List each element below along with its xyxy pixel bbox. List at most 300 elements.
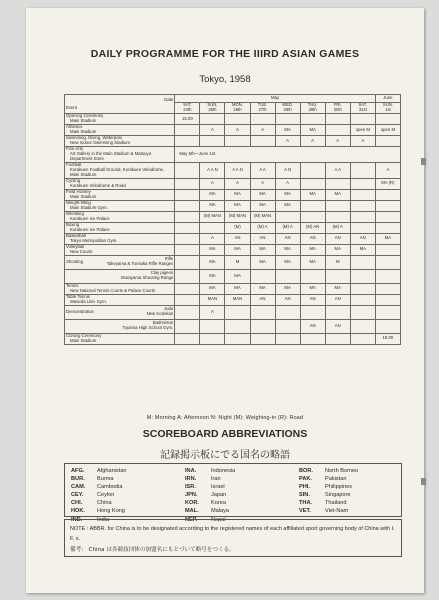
event-venue: Korakuen Football Ground, Korakuen Velodrome, Main Stadium [70, 166, 165, 177]
country-name: Burma [97, 476, 114, 483]
schedule-cell: A [200, 178, 225, 189]
schedule-cell [300, 162, 325, 178]
abbreviation-entry [185, 483, 235, 491]
event-name: Volleyball [66, 244, 85, 249]
schedule-cell: MA [250, 255, 275, 269]
event-name: Wrestling [66, 211, 84, 216]
schedule-cell: A A [250, 162, 275, 178]
abbreviation-column [185, 467, 235, 524]
country-name: Israel [211, 484, 225, 491]
event-cell [65, 333, 175, 344]
event-venue: Korakuen Velodrome & Road [70, 182, 126, 188]
schedule-cell: MA [200, 189, 225, 200]
schedule-cell: AN [300, 294, 325, 305]
event-cell [65, 222, 175, 233]
country-code: SIN. [299, 492, 310, 499]
table-row [65, 233, 401, 244]
schedule-cell: AN [250, 294, 275, 305]
schedule-cell [225, 333, 250, 344]
schedule-cell: 19.00 [375, 333, 400, 344]
day-date: 29th [308, 107, 317, 112]
event-name: Football [66, 162, 82, 167]
schedule-cell [175, 233, 200, 244]
table-header-corner [65, 95, 175, 114]
schedule-cell [275, 305, 300, 319]
schedule-cell: A [375, 162, 400, 178]
event-group-label: Demonstration [66, 308, 94, 314]
schedule-cell [300, 114, 325, 125]
schedule-cell: A [225, 125, 250, 136]
abbreviation-entry [299, 483, 358, 491]
schedule-cell [275, 211, 300, 222]
event-venue: New Indoor Swimming Stadium [70, 140, 130, 145]
event-cell [65, 294, 175, 305]
schedule-cell [250, 319, 275, 333]
schedule-cell: AN [225, 233, 250, 244]
day-of-week: WED. [282, 102, 294, 108]
schedule-cell: A [200, 305, 225, 319]
schedule-cell: MA [300, 283, 325, 294]
table-row [65, 305, 401, 319]
country-name: Afghanistan [97, 468, 127, 474]
schedule-cell: A [325, 136, 350, 147]
schedule-cell [300, 200, 325, 211]
day-date: 1st [385, 107, 391, 112]
schedule-cell: A [300, 136, 325, 147]
schedule-cell [200, 333, 225, 344]
schedule-cell [175, 178, 200, 189]
schedule-cell [375, 255, 400, 269]
day-header [300, 103, 325, 114]
schedule-cell [350, 189, 375, 200]
schedule-cell [350, 255, 375, 269]
country-code: HOK. [71, 508, 85, 515]
abbreviations-title: SCOREBOARD ABBREVIATIONS [142, 428, 308, 440]
country-name: Hong Kong [97, 508, 125, 515]
day-header [250, 103, 275, 114]
table-row [65, 211, 401, 222]
day-header [325, 103, 350, 114]
country-code: KOR. [185, 500, 199, 507]
day-header [275, 103, 300, 114]
schedule-cell [250, 136, 275, 147]
schedule-cell [175, 244, 200, 255]
day-header [225, 103, 250, 114]
event-group-label: Shooting [66, 258, 83, 264]
schedule-cell: MA [200, 244, 225, 255]
event-cell [65, 178, 175, 189]
schedule-cell [325, 269, 350, 283]
country-code: ISR. [185, 484, 196, 491]
schedule-cell [200, 136, 225, 147]
schedule-cell: (M) A [250, 222, 275, 233]
event-name: Tennis [66, 283, 79, 288]
day-of-week: TUE. [257, 102, 268, 108]
country-code: VET. [299, 508, 311, 515]
schedule-cell [350, 211, 375, 222]
event-cell [65, 114, 175, 125]
schedule-cell [250, 269, 275, 283]
country-name: Pakistan [325, 476, 347, 483]
schedule-cell: A A N [225, 162, 250, 178]
schedule-cell [375, 305, 400, 319]
schedule-cell: AN [325, 319, 350, 333]
country-code: INA. [185, 468, 197, 474]
country-code: CEY. [71, 492, 84, 499]
schedule-cell: AN [250, 233, 275, 244]
country-code: CAM. [71, 484, 86, 491]
event-venue: Tokyo Metropolitan Gym. [70, 237, 118, 243]
event-cell [65, 305, 175, 319]
event-name: Swimming, Diving, Waterpolo [66, 135, 122, 141]
abbreviation-entry [299, 491, 358, 499]
schedule-cell: MA [225, 189, 250, 200]
table-row [65, 244, 401, 255]
event-cell [65, 255, 175, 269]
schedule-cell [350, 200, 375, 211]
schedule-cell: (M) A [325, 222, 350, 233]
schedule-cell [375, 244, 400, 255]
schedule-cell [175, 333, 200, 344]
event-venue: New National Tennis Courts & Palace Courts [70, 287, 156, 293]
schedule-table [64, 94, 401, 345]
schedule-cell [375, 211, 400, 222]
country-name: China [97, 500, 112, 507]
schedule-cell: M [325, 255, 350, 269]
schedule-cell: (M) A [275, 222, 300, 233]
schedule-cell [200, 114, 225, 125]
country-name: Ceylon [97, 492, 115, 499]
schedule-cell [375, 114, 400, 125]
schedule-cell: A [200, 125, 225, 136]
month-may-header: May [175, 95, 376, 103]
schedule-cell: MA [200, 269, 225, 283]
schedule-cell: AN [325, 233, 350, 244]
table-row [65, 189, 401, 200]
schedule-cell [175, 305, 200, 319]
day-of-week: FRI. [333, 102, 342, 108]
country-code: IND. [71, 516, 83, 523]
schedule-cell: MA [250, 200, 275, 211]
schedule-cell: open M [375, 125, 400, 136]
country-code: BUR. [71, 476, 85, 483]
schedule-cell [175, 255, 200, 269]
event-name: Athletics [66, 124, 83, 130]
schedule-cell: MA [275, 244, 300, 255]
table-row [65, 125, 401, 136]
schedule-cell: AN [350, 233, 375, 244]
schedule-cell [300, 211, 325, 222]
table-row [65, 283, 401, 294]
schedule-cell [275, 319, 300, 333]
abbreviation-entry [71, 507, 127, 515]
schedule-cell: MA [300, 244, 325, 255]
schedule-cell [375, 294, 400, 305]
event-name: Clay pigeon [150, 270, 174, 276]
country-name: Thailand [325, 500, 347, 507]
table-row [65, 136, 401, 147]
schedule-cell [175, 136, 200, 147]
event-name: Opening Ceremony [66, 113, 104, 119]
schedule-cell [225, 114, 250, 125]
schedule-cell [350, 178, 375, 189]
event-cell [65, 211, 175, 222]
page-title: DAILY PROGRAMME FOR THE IIIRD ASIAN GAMES [90, 48, 360, 60]
event-cell [65, 189, 175, 200]
schedule-cell: MA [200, 200, 225, 211]
schedule-cell: MA [325, 244, 350, 255]
table-row [65, 147, 401, 163]
abbreviation-entry [299, 475, 358, 483]
schedule-cell: A A [325, 162, 350, 178]
table-row [65, 200, 401, 211]
event-venue: Takeyama & Tomioka Rifle Ranges [106, 261, 174, 267]
day-of-week: MON. [232, 102, 243, 108]
schedule-cell [350, 283, 375, 294]
schedule-cell [350, 305, 375, 319]
schedule-cell: MA [350, 244, 375, 255]
event-venue: Korakuen Ice Palace [70, 215, 110, 221]
staple-mark [421, 158, 426, 165]
schedule-cell [300, 333, 325, 344]
schedule-cell: MA [300, 189, 325, 200]
schedule-cell [200, 319, 225, 333]
country-code: BOR. [299, 468, 313, 474]
schedule-cell: MAN [225, 294, 250, 305]
day-date: 26th [233, 107, 242, 112]
schedule-cell: A [275, 136, 300, 147]
event-cell [65, 147, 175, 163]
day-header [200, 103, 225, 114]
country-name: Viet-Nam [325, 508, 349, 515]
country-name: North Borneo [325, 468, 359, 474]
table-row [65, 222, 401, 233]
schedule-cell: MA [250, 189, 275, 200]
schedule-cell: (M) AN [300, 222, 325, 233]
abbreviation-entry [185, 475, 235, 483]
abbreviation-entry [185, 467, 235, 475]
schedule-cell [250, 305, 275, 319]
event-venue: New Courts [70, 248, 93, 254]
schedule-cell: A [225, 178, 250, 189]
event-cell [65, 319, 175, 333]
abbreviation-entry [185, 499, 235, 507]
schedule-cell [350, 269, 375, 283]
schedule-cell [175, 294, 200, 305]
abbreviation-entry [71, 499, 127, 507]
day-header [175, 103, 200, 114]
event-cell [65, 244, 175, 255]
schedule-cell [350, 162, 375, 178]
schedule-cell [175, 189, 200, 200]
event-cell [65, 162, 175, 178]
schedule-cell [275, 114, 300, 125]
abbreviation-column [299, 467, 358, 516]
schedule-cell: (M) [225, 222, 250, 233]
fine-arts-span: May 5th—June 1st [175, 147, 401, 163]
abbreviation-entry [299, 467, 358, 475]
schedule-cell [175, 125, 200, 136]
schedule-cell: AN [300, 233, 325, 244]
schedule-cell [275, 269, 300, 283]
country-name: Indonesia [211, 468, 236, 474]
schedule-cell [250, 114, 275, 125]
event-venue: Main Stadium [70, 337, 97, 343]
event-name: Rifle [164, 256, 174, 262]
schedule-cell: MA [275, 255, 300, 269]
schedule-cell [275, 333, 300, 344]
schedule-cell [175, 222, 200, 233]
schedule-cell: MA [375, 233, 400, 244]
schedule-cell: MA [325, 189, 350, 200]
day-of-week: SUN. [207, 102, 218, 108]
abbreviation-entry [299, 507, 358, 515]
schedule-cell: MA [225, 269, 250, 283]
schedule-cell: open M [350, 125, 375, 136]
schedule-cell [175, 211, 200, 222]
schedule-cell: A N [275, 162, 300, 178]
table-row [65, 114, 401, 125]
note-japanese: 備考： China は各競技団体の加盟名にもとづいて略号をつくる。 [70, 547, 235, 553]
abbreviation-entry [71, 491, 127, 499]
programme-page [26, 8, 424, 593]
schedule-cell [225, 136, 250, 147]
day-of-week: SUN. [382, 102, 393, 108]
note-english [70, 524, 396, 544]
country-name: Nepal [211, 516, 226, 523]
abbreviation-entry [71, 475, 127, 483]
schedule-cell [350, 222, 375, 233]
month-june-header: June [375, 95, 400, 103]
schedule-cell [350, 294, 375, 305]
schedule-cell: MAN [200, 294, 225, 305]
schedule-cell: MA [225, 283, 250, 294]
schedule-cell [350, 114, 375, 125]
event-name: Boxing [66, 222, 80, 227]
schedule-cell: 15.00 [175, 114, 200, 125]
schedule-cell: A [250, 125, 275, 136]
day-date: 27th [258, 107, 267, 112]
table-row [65, 255, 401, 269]
day-header [375, 103, 400, 114]
schedule-cell [375, 283, 400, 294]
schedule-cell: MA [250, 244, 275, 255]
schedule-cell [250, 333, 275, 344]
abbreviation-entry [185, 507, 235, 515]
date-header: Date [164, 96, 174, 102]
event-name: Fine Arts [66, 146, 83, 151]
event-venue: Korakuen Ice Palace [70, 226, 110, 232]
day-date: 31st [358, 107, 367, 112]
schedule-cell: MA [325, 283, 350, 294]
schedule-cell: MA [275, 189, 300, 200]
day-date: 30th [333, 107, 342, 112]
schedule-cell: AN [275, 294, 300, 305]
schedule-cell [375, 222, 400, 233]
abbreviation-entry [71, 483, 127, 491]
event-venue: Main Stadium [70, 118, 97, 123]
country-name: Cambodia [97, 484, 123, 491]
event-venue: Murayama Shooting Range [121, 275, 174, 281]
day-header [350, 103, 375, 114]
country-name: Korea [211, 500, 226, 507]
schedule-cell [375, 136, 400, 147]
schedule-cell [175, 319, 200, 333]
schedule-cell: MA [200, 255, 225, 269]
abbreviation-entry [299, 499, 358, 507]
schedule-cell: (M) MAN [200, 211, 225, 222]
country-code: JPN. [185, 492, 198, 499]
schedule-cell [325, 178, 350, 189]
event-venue: Main Stadium Gym. [70, 204, 108, 210]
schedule-cell: A A N [200, 162, 225, 178]
schedule-cell: MA (R) [375, 178, 400, 189]
schedule-cell [350, 319, 375, 333]
schedule-cell [175, 269, 200, 283]
event-name: Judo [164, 306, 174, 312]
country-name: Iran [211, 476, 221, 483]
note-label: NOTE : [70, 526, 89, 532]
event-name: Field Hockey [66, 189, 91, 194]
schedule-cell: MA [300, 125, 325, 136]
country-name: Philippines [325, 484, 353, 491]
table-row [65, 319, 401, 333]
abbreviation-entry [185, 491, 235, 499]
event-name: Cycling [66, 178, 81, 183]
event-venue: Main Stadium [70, 129, 97, 134]
schedule-cell [300, 178, 325, 189]
page-subtitle: Tokyo, 1958 [199, 74, 251, 85]
event-cell [65, 233, 175, 244]
event-header: Event [66, 104, 77, 110]
abbreviation-column [71, 467, 127, 524]
country-code: NEP. [185, 516, 198, 523]
table-row [65, 178, 401, 189]
day-of-week: SAT. [358, 102, 368, 108]
schedule-cell [175, 283, 200, 294]
schedule-cell [325, 333, 350, 344]
event-venue: Art Gallery in the Main Stadium & Matsuya Department Store [70, 150, 151, 161]
event-cell [65, 136, 175, 147]
schedule-cell: A [275, 178, 300, 189]
country-code: AFG. [71, 468, 85, 474]
schedule-cell [375, 189, 400, 200]
schedule-cell: MA [225, 244, 250, 255]
event-venue: New Kodokan [146, 311, 174, 317]
schedule-cell [325, 211, 350, 222]
table-row [65, 294, 401, 305]
schedule-cell: M [225, 255, 250, 269]
event-name: Table Tennis [66, 294, 90, 299]
schedule-cell [325, 125, 350, 136]
event-name: Basketball [66, 233, 86, 238]
schedule-cell [175, 162, 200, 178]
event-venue: Waseda Univ Gym. [70, 298, 107, 304]
schedule-cell: MA [250, 283, 275, 294]
schedule-cell: AN [300, 319, 325, 333]
country-code: MAL. [185, 508, 199, 515]
schedule-cell: A [350, 136, 375, 147]
country-code: THA. [299, 500, 313, 507]
event-name: Closing Ceremony [66, 333, 102, 338]
country-code: IRN. [185, 476, 197, 483]
schedule-cell: MA [200, 283, 225, 294]
country-name: Japan [211, 492, 227, 499]
country-code: PHI. [299, 484, 310, 491]
schedule-cell [325, 200, 350, 211]
schedule-cell [300, 269, 325, 283]
event-cell [65, 125, 175, 136]
